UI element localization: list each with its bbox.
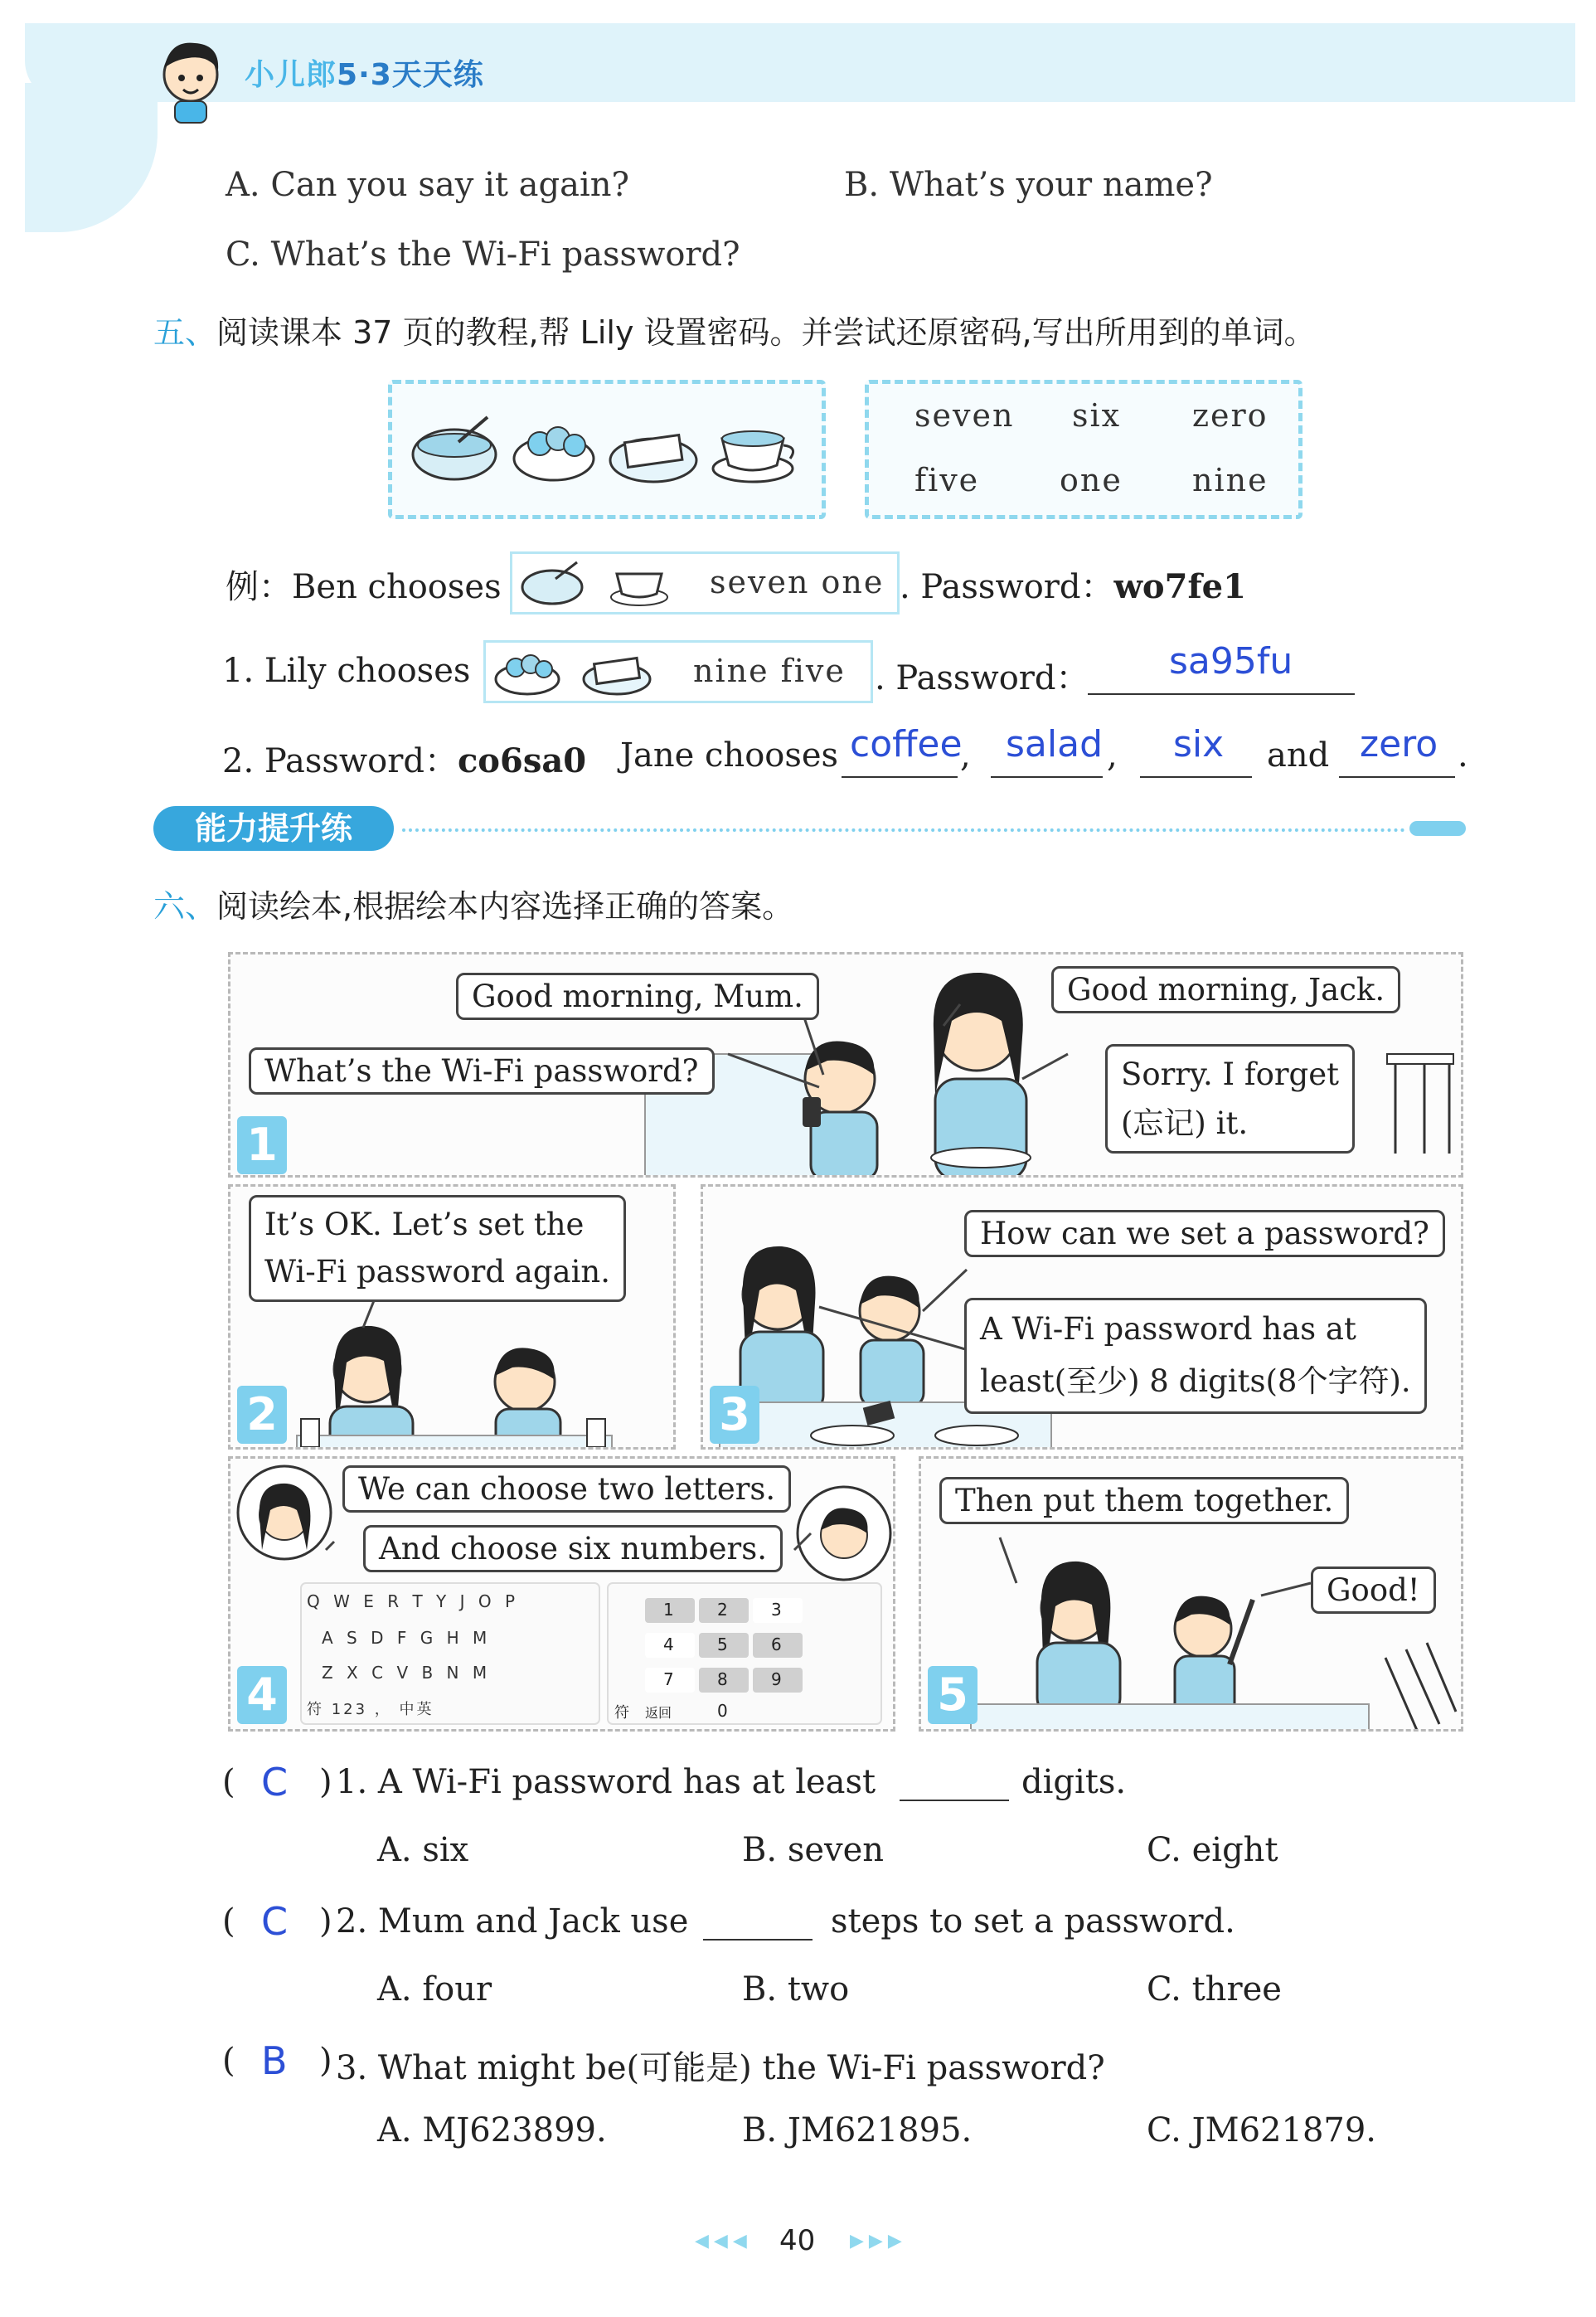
q6-1-text: 1. A Wi-Fi password has at least [336, 1763, 876, 1801]
food-icons [409, 409, 807, 492]
q6-3-option-b[interactable]: B. JM621895. [742, 2111, 973, 2149]
q6-2-option-a[interactable]: A. four [377, 1970, 492, 2009]
q6-2-blank [703, 1939, 813, 1941]
brand-title [245, 51, 484, 94]
panel-5-number: 5 [928, 1666, 977, 1724]
boy-avatar-icon [153, 35, 228, 126]
keypad-4: 4 [663, 1635, 674, 1654]
example-password [900, 561, 1246, 608]
p2-bubble-mum-line2: Wi-Fi password again. [264, 1254, 611, 1290]
keypad-5: 5 [717, 1635, 728, 1654]
q1-label: 1. Lily chooses [222, 652, 471, 690]
comic-panel-3 [701, 1184, 1463, 1450]
example-choice-box [510, 551, 900, 614]
keypad-1: 1 [663, 1600, 674, 1620]
keypad-8: 8 [717, 1669, 728, 1689]
section5-number: 五、 [153, 314, 217, 351]
q2-answer-line-3[interactable] [1140, 721, 1252, 778]
p5-bubble-jack: Good! [1311, 1567, 1436, 1614]
q6-3-paren-right: ) [319, 2042, 332, 2080]
comic-panel-5 [919, 1456, 1463, 1732]
q6-3-paren-left: ( [222, 2042, 235, 2080]
q2-comma-1: , [960, 736, 971, 775]
q2-comma-2: , [1107, 736, 1118, 775]
section6-title [153, 881, 793, 926]
p3-bubble-mum-line1: A Wi-Fi password has at [980, 1311, 1356, 1347]
comic-panel-2 [228, 1184, 676, 1450]
p1-bubble-jack-question: What’s the Wi-Fi password? [249, 1047, 715, 1095]
prev-option-a: A. Can you say it again? [226, 166, 629, 204]
footer-right-arrows: ▶▶▶ [850, 2231, 907, 2251]
q2-answer-4: zero [1360, 723, 1438, 765]
jack-figure [860, 1276, 924, 1406]
keypad-symbol: 符 [614, 1704, 629, 1722]
q2-answer-line-4[interactable] [1339, 721, 1455, 778]
section5-instruction: 阅读课本 37 页的教程,帮 Lily 设置密码。并尝试还原密码,写出所用到的单词。 [216, 314, 1316, 351]
food-picture-box [388, 380, 826, 519]
keypad-0: 0 [717, 1701, 728, 1721]
q2-password-value: co6sa0 [457, 741, 587, 780]
p3-bubble-jack: How can we set a password? [964, 1210, 1445, 1257]
jack-figure [495, 1348, 560, 1450]
p3-bubble-mum [964, 1298, 1427, 1414]
mum-figure [330, 1326, 413, 1450]
q6-1-option-b[interactable]: B. seven [742, 1831, 885, 1869]
word-seven: seven [914, 397, 1015, 434]
mum-figure [1037, 1562, 1120, 1717]
section5-title [153, 307, 1316, 352]
comic-panel-1 [228, 952, 1463, 1178]
q6-2-paren-left: ( [222, 1902, 235, 1941]
keyboard-row-2: A S D F G H M [322, 1628, 492, 1648]
word-six: six [1072, 397, 1122, 434]
word-one: one [1060, 462, 1123, 498]
keypad-9: 9 [771, 1669, 782, 1689]
chair-icon [1387, 1054, 1453, 1154]
p5-bubble-mum: Then put them together. [939, 1477, 1349, 1524]
word-zero: zero [1192, 397, 1269, 434]
word-nine: nine [1192, 462, 1269, 498]
brand-name: 小儿郎 [245, 58, 337, 92]
sandwich-icon [610, 435, 696, 482]
q6-2-text: 2. Mum and Jack use [336, 1902, 689, 1941]
q6-1-blank [900, 1800, 1009, 1801]
salad-icon [496, 655, 559, 694]
q6-1-paren-right: ) [319, 1763, 332, 1801]
q6-2-option-c[interactable]: C. three [1147, 1970, 1282, 2009]
q2-mid-text: Jane chooses [620, 736, 839, 775]
salad-icon [514, 427, 594, 480]
panel-1-number: 1 [237, 1116, 287, 1174]
keypad-back: 返回 [645, 1705, 672, 1721]
q2-answer-1: coffee [850, 723, 963, 765]
sandwich-icon [584, 658, 650, 694]
jack-avatar [798, 1487, 890, 1580]
p4-bubble-mum: We can choose two letters. [342, 1465, 791, 1513]
q2-answer-3: six [1173, 723, 1225, 765]
jack-figure [803, 1041, 877, 1178]
q6-1-option-a[interactable]: A. six [377, 1831, 469, 1869]
q6-2-answer[interactable]: C [261, 1899, 289, 1944]
p1-bubble-mum-sorry-line1: Sorry. I forget [1121, 1056, 1339, 1092]
q6-3-option-c[interactable]: C. JM621879. [1147, 2111, 1377, 2149]
brand-series: 5·3天天练 [337, 58, 484, 92]
p1-bubble-mum-greeting: Good morning, Jack. [1051, 966, 1400, 1013]
q2-answer-line-1[interactable] [842, 721, 963, 778]
example-label: 例：Ben chooses [226, 568, 502, 606]
q6-2-option-b[interactable]: B. two [742, 1970, 850, 2009]
keyboard-row-1: Q W E R T Y J O P [307, 1591, 520, 1611]
q1-password-label: . Password： [875, 659, 1089, 697]
q6-1-text-end: digits. [1021, 1763, 1127, 1801]
q6-1-answer[interactable]: C [261, 1760, 289, 1805]
q2-label [222, 735, 586, 782]
q2-period: . [1458, 736, 1468, 775]
q6-1-option-c[interactable]: C. eight [1147, 1831, 1278, 1869]
panel-3-number: 3 [710, 1386, 759, 1444]
panel-4-number: 4 [237, 1666, 287, 1724]
header-wave [25, 83, 158, 232]
p2-bubble-mum [249, 1195, 626, 1302]
page-number: 40 [779, 2224, 816, 2257]
ability-banner: 能力提升练 [153, 806, 394, 851]
q6-3-option-a[interactable]: A. MJ623899. [377, 2111, 607, 2149]
keyboard-row-3: Z X C V B N M [322, 1663, 492, 1683]
ability-divider [402, 828, 1405, 832]
mum-figure [931, 973, 1031, 1178]
bowl-icon [522, 562, 582, 604]
example-words: seven one [710, 564, 885, 600]
keypad-3: 3 [771, 1600, 782, 1620]
chair-icon [1385, 1643, 1456, 1732]
q1-answer-line[interactable] [1088, 639, 1355, 695]
q1-words: nine five [693, 653, 846, 689]
q2-answer-line-2[interactable] [991, 721, 1103, 778]
q1-answer: sa95fu [1169, 640, 1293, 682]
word-five: five [914, 462, 980, 498]
example-password-value: wo7fe1 [1113, 567, 1246, 606]
p3-bubble-mum-line2: least(至少) 8 digits(8个字符). [980, 1363, 1411, 1399]
mum-avatar [238, 1466, 331, 1559]
example-password-label: . Password： [900, 568, 1114, 606]
section6-instruction: 阅读绘本,根据绘本内容选择正确的答案。 [216, 888, 794, 925]
q6-2-paren-right: ) [319, 1902, 332, 1941]
q1-icons [492, 648, 658, 697]
p4-bubble-jack: And choose six numbers. [363, 1525, 783, 1572]
keypad-7: 7 [663, 1669, 674, 1689]
ability-divider-end [1409, 821, 1466, 836]
keypad-2: 2 [717, 1600, 728, 1620]
prev-option-c: C. What’s the Wi-Fi password? [226, 236, 740, 274]
jack-figure [1175, 1596, 1253, 1717]
bowl-icon [413, 417, 496, 479]
q2-and: and [1267, 736, 1330, 775]
coffee-cup-icon [713, 431, 793, 482]
p2-bubble-mum-line1: It’s OK. Let’s set the [264, 1207, 585, 1242]
prev-option-b: B. What’s your name? [844, 166, 1213, 204]
comic-panel-4 [228, 1456, 895, 1732]
q2-password-label: 2. Password： [222, 742, 458, 780]
q6-2-text-end: steps to set a password. [831, 1902, 1235, 1941]
keyboard-row-4: 符 123 ， 中英 [307, 1701, 434, 1718]
p1-bubble-jack-greeting: Good morning, Mum. [456, 973, 819, 1020]
panel-2-number: 2 [237, 1386, 287, 1444]
q2-answer-2: salad [1006, 723, 1104, 765]
p1-bubble-mum-sorry-line2: (忘记) it. [1121, 1105, 1249, 1142]
number-word-box [865, 380, 1303, 519]
q6-3-answer[interactable]: B [261, 2038, 288, 2083]
example-icons [519, 559, 685, 609]
q6-3-text: 3. What might be(可能是) the Wi-Fi password? [336, 2049, 1105, 2087]
footer-left-arrows: ◀◀◀ [695, 2231, 752, 2251]
section6-number: 六、 [153, 888, 217, 925]
q6-1-paren-left: ( [222, 1763, 235, 1801]
coffee-cup-icon [611, 574, 667, 605]
p1-bubble-mum-sorry [1105, 1044, 1355, 1154]
q1-choice-box [483, 640, 873, 703]
keypad-6: 6 [771, 1635, 782, 1654]
